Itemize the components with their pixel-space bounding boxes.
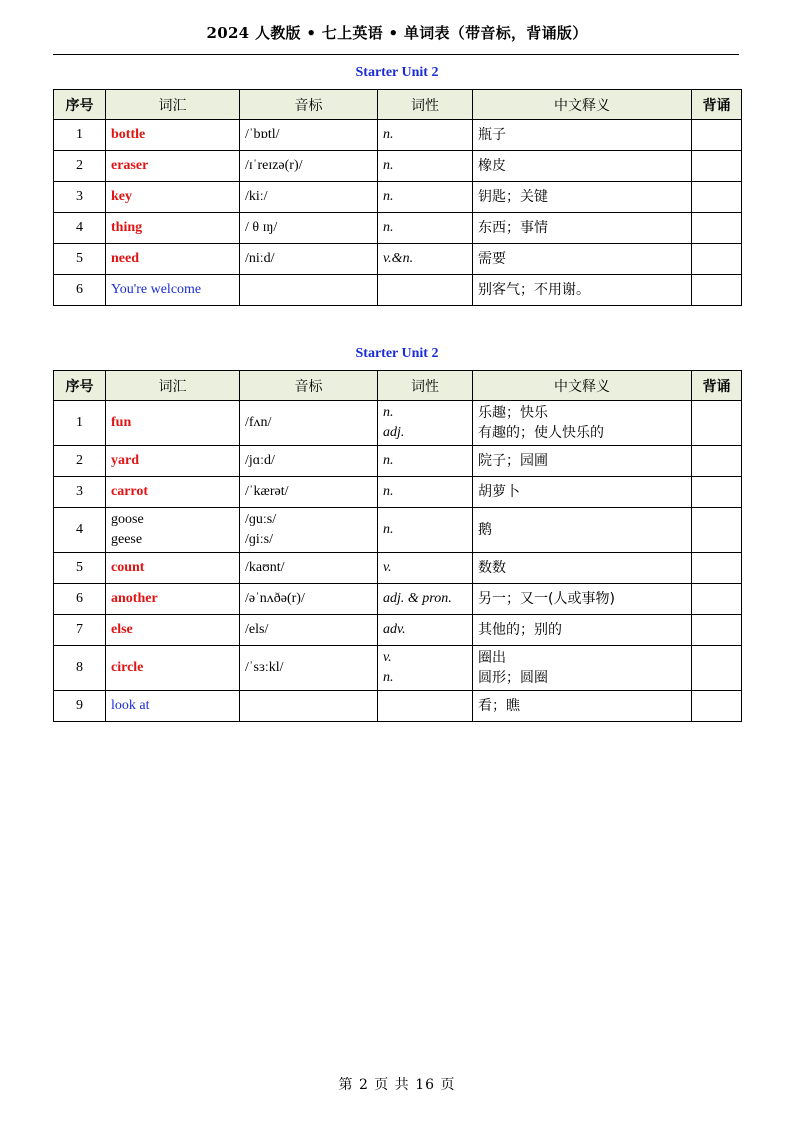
chinese-meaning-line: 看；瞧 xyxy=(478,698,520,714)
vocab-word xyxy=(106,182,240,213)
part-of-speech-line: n. xyxy=(383,522,394,537)
phonetic-line: /ˈsɜːkl/ xyxy=(245,660,284,675)
part-of-speech-line: n. xyxy=(383,220,394,235)
vocab-word xyxy=(106,275,240,306)
recite-cell[interactable] xyxy=(692,477,742,508)
vocab-word-line: goose xyxy=(111,512,144,527)
table-row xyxy=(54,477,742,508)
chinese-meaning-line: 有趣的；使人快乐的 xyxy=(478,425,604,441)
vocab-word-line: carrot xyxy=(111,484,149,499)
chinese-meaning xyxy=(473,213,692,244)
vocab-word-line: thing xyxy=(111,220,143,235)
header-pos: 词性 xyxy=(378,371,473,401)
chinese-meaning xyxy=(473,646,692,691)
chinese-meaning-line: 钥匙；关键 xyxy=(478,189,548,205)
vocab-table-2 xyxy=(53,370,742,722)
phonetic xyxy=(240,401,378,446)
vocab-word xyxy=(106,584,240,615)
recite-cell[interactable] xyxy=(692,401,742,446)
chinese-meaning xyxy=(473,151,692,182)
part-of-speech-line: n. xyxy=(383,453,394,468)
header-phonetic: 音标 xyxy=(240,371,378,401)
row-number: 4 xyxy=(54,213,106,244)
vocab-word-line: else xyxy=(111,622,133,637)
vocab-word-line: count xyxy=(111,560,145,575)
part-of-speech-line: n. xyxy=(383,189,394,204)
recite-cell[interactable] xyxy=(692,615,742,646)
table-row xyxy=(54,646,742,691)
phonetic xyxy=(240,584,378,615)
phonetic xyxy=(240,508,378,553)
part-of-speech-line: v. xyxy=(383,650,392,665)
phonetic xyxy=(240,213,378,244)
recite-cell[interactable] xyxy=(692,646,742,691)
table-row xyxy=(54,244,742,275)
phonetic-line: /ɡuːs/ xyxy=(245,512,277,527)
chinese-meaning-line: 别客气；不用谢。 xyxy=(478,282,590,298)
part-of-speech xyxy=(378,401,473,446)
header-word: 词汇 xyxy=(106,90,240,120)
section-title-1: Starter Unit 2 xyxy=(355,65,439,80)
phonetic xyxy=(240,646,378,691)
recite-cell[interactable] xyxy=(692,151,742,182)
phonetic xyxy=(240,446,378,477)
header-recite: 背诵 xyxy=(692,371,742,401)
vocab-word-line: bottle xyxy=(111,127,146,142)
part-of-speech-line: adj. & pron. xyxy=(383,591,452,606)
recite-cell[interactable] xyxy=(692,691,742,722)
vocab-word xyxy=(106,244,240,275)
vocab-word-line: eraser xyxy=(111,158,149,173)
table-header-row xyxy=(54,90,742,120)
header-no: 序号 xyxy=(54,371,106,401)
page-header: 2024 人教版 • 七上英语 • 单词表（带音标，背诵版） xyxy=(206,24,588,42)
part-of-speech xyxy=(378,446,473,477)
phonetic-line: /əˈnʌðə(r)/ xyxy=(245,591,305,606)
part-of-speech-line: n. xyxy=(383,484,394,499)
table-row xyxy=(54,553,742,584)
phonetic-line: /els/ xyxy=(245,622,269,637)
part-of-speech xyxy=(378,182,473,213)
vocab-word-line: need xyxy=(111,251,139,266)
row-number: 1 xyxy=(54,120,106,151)
chinese-meaning-line: 其他的；别的 xyxy=(478,622,562,638)
phonetic-line: /ɡiːs/ xyxy=(245,532,274,547)
vocab-word xyxy=(106,446,240,477)
recite-cell[interactable] xyxy=(692,120,742,151)
row-number: 3 xyxy=(54,477,106,508)
chinese-meaning-line: 另一；又一(人或事物) xyxy=(478,591,615,607)
header-recite: 背诵 xyxy=(692,90,742,120)
vocab-word xyxy=(106,477,240,508)
phonetic xyxy=(240,477,378,508)
vocab-word xyxy=(106,213,240,244)
table-row xyxy=(54,275,742,306)
vocab-word-line: fun xyxy=(111,415,132,430)
phonetic-line: /kaʊnt/ xyxy=(245,560,285,575)
row-number: 5 xyxy=(54,553,106,584)
chinese-meaning xyxy=(473,120,692,151)
row-number: 3 xyxy=(54,182,106,213)
vocab-word xyxy=(106,120,240,151)
part-of-speech xyxy=(378,244,473,275)
phonetic-line: /ɪˈreɪzə(r)/ xyxy=(245,158,303,173)
phonetic-line: /ˈkærət/ xyxy=(245,484,289,499)
chinese-meaning xyxy=(473,553,692,584)
part-of-speech-line: adv. xyxy=(383,622,406,637)
phonetic-line: /niːd/ xyxy=(245,251,275,266)
vocab-word xyxy=(106,615,240,646)
part-of-speech xyxy=(378,615,473,646)
part-of-speech-line: n. xyxy=(383,405,394,420)
part-of-speech xyxy=(378,275,473,306)
row-number: 2 xyxy=(54,446,106,477)
chinese-meaning xyxy=(473,446,692,477)
vocab-table-1 xyxy=(53,89,742,306)
chinese-meaning-line: 院子；园圃 xyxy=(478,453,548,469)
part-of-speech-line: v.&n. xyxy=(383,251,414,266)
recite-cell[interactable] xyxy=(692,244,742,275)
phonetic xyxy=(240,120,378,151)
part-of-speech-line: n. xyxy=(383,158,394,173)
phonetic xyxy=(240,182,378,213)
part-of-speech xyxy=(378,477,473,508)
row-number: 5 xyxy=(54,244,106,275)
header-pos: 词性 xyxy=(378,90,473,120)
part-of-speech xyxy=(378,584,473,615)
chinese-meaning xyxy=(473,401,692,446)
vocab-word-line: look at xyxy=(111,698,150,713)
vocab-word-line: another xyxy=(111,591,158,606)
phonetic-line: / θ ɪŋ/ xyxy=(245,220,278,235)
chinese-meaning-line: 胡萝卜 xyxy=(478,484,520,500)
table-row xyxy=(54,508,742,553)
recite-cell[interactable] xyxy=(692,584,742,615)
chinese-meaning-line: 东西；事情 xyxy=(478,220,548,236)
phonetic xyxy=(240,553,378,584)
vocab-word xyxy=(106,401,240,446)
chinese-meaning xyxy=(473,691,692,722)
phonetic-line: /jɑːd/ xyxy=(245,453,275,468)
row-number: 7 xyxy=(54,615,106,646)
chinese-meaning-line: 数数 xyxy=(478,560,506,576)
chinese-meaning-line: 圈出 xyxy=(478,650,506,666)
row-number: 2 xyxy=(54,151,106,182)
vocab-word-line: You're welcome xyxy=(111,282,202,297)
chinese-meaning-line: 圆形；圆圈 xyxy=(478,670,548,686)
phonetic xyxy=(240,691,378,722)
chinese-meaning xyxy=(473,244,692,275)
table-row xyxy=(54,120,742,151)
header-no: 序号 xyxy=(54,90,106,120)
phonetic xyxy=(240,151,378,182)
table-row xyxy=(54,213,742,244)
part-of-speech xyxy=(378,213,473,244)
row-number: 1 xyxy=(54,401,106,446)
phonetic xyxy=(240,244,378,275)
vocab-word-line: yard xyxy=(111,453,139,468)
part-of-speech xyxy=(378,508,473,553)
recite-cell[interactable] xyxy=(692,182,742,213)
recite-cell[interactable] xyxy=(692,508,742,553)
vocab-word xyxy=(106,508,240,553)
chinese-meaning xyxy=(473,477,692,508)
header-phonetic: 音标 xyxy=(240,90,378,120)
table-row xyxy=(54,584,742,615)
row-number: 4 xyxy=(54,508,106,553)
chinese-meaning-line: 乐趣；快乐 xyxy=(478,405,548,421)
header-meaning: 中文释义 xyxy=(473,371,692,401)
chinese-meaning xyxy=(473,275,692,306)
chinese-meaning-line: 需要 xyxy=(478,251,506,267)
chinese-meaning-line: 瓶子 xyxy=(478,127,506,143)
chinese-meaning-line: 橡皮 xyxy=(478,158,506,174)
page-footer: 第 2 页 共 16 页 xyxy=(338,1077,456,1093)
table-row xyxy=(54,446,742,477)
phonetic xyxy=(240,275,378,306)
vocab-word xyxy=(106,646,240,691)
row-number: 6 xyxy=(54,584,106,615)
part-of-speech xyxy=(378,151,473,182)
recite-cell[interactable] xyxy=(692,275,742,306)
chinese-meaning xyxy=(473,508,692,553)
phonetic-line: /kiː/ xyxy=(245,189,268,204)
vocab-word xyxy=(106,151,240,182)
table-row xyxy=(54,182,742,213)
row-number: 6 xyxy=(54,275,106,306)
table-row xyxy=(54,691,742,722)
recite-cell[interactable] xyxy=(692,446,742,477)
part-of-speech xyxy=(378,646,473,691)
part-of-speech-line: adj. xyxy=(383,425,405,440)
part-of-speech xyxy=(378,120,473,151)
vocab-word xyxy=(106,691,240,722)
chinese-meaning-line: 鹅 xyxy=(478,522,492,538)
chinese-meaning xyxy=(473,182,692,213)
section-title-2: Starter Unit 2 xyxy=(355,346,439,361)
table-row xyxy=(54,401,742,446)
phonetic-line: /ˈbɒtl/ xyxy=(245,127,280,142)
recite-cell[interactable] xyxy=(692,553,742,584)
vocab-word-line: geese xyxy=(111,532,143,547)
table-row xyxy=(54,151,742,182)
row-number: 8 xyxy=(54,646,106,691)
part-of-speech xyxy=(378,553,473,584)
header-meaning: 中文释义 xyxy=(473,90,692,120)
row-number: 9 xyxy=(54,691,106,722)
part-of-speech-line: n. xyxy=(383,670,394,685)
table-header-row xyxy=(54,371,742,401)
header-divider xyxy=(53,54,739,55)
table-row xyxy=(54,615,742,646)
part-of-speech-line: n. xyxy=(383,127,394,142)
chinese-meaning xyxy=(473,615,692,646)
vocab-word-line: circle xyxy=(111,660,144,675)
part-of-speech xyxy=(378,691,473,722)
phonetic-line: /fʌn/ xyxy=(245,415,272,430)
vocab-word xyxy=(106,553,240,584)
chinese-meaning xyxy=(473,584,692,615)
phonetic xyxy=(240,615,378,646)
vocab-word-line: key xyxy=(111,189,132,204)
part-of-speech-line: v. xyxy=(383,560,392,575)
header-word: 词汇 xyxy=(106,371,240,401)
recite-cell[interactable] xyxy=(692,213,742,244)
